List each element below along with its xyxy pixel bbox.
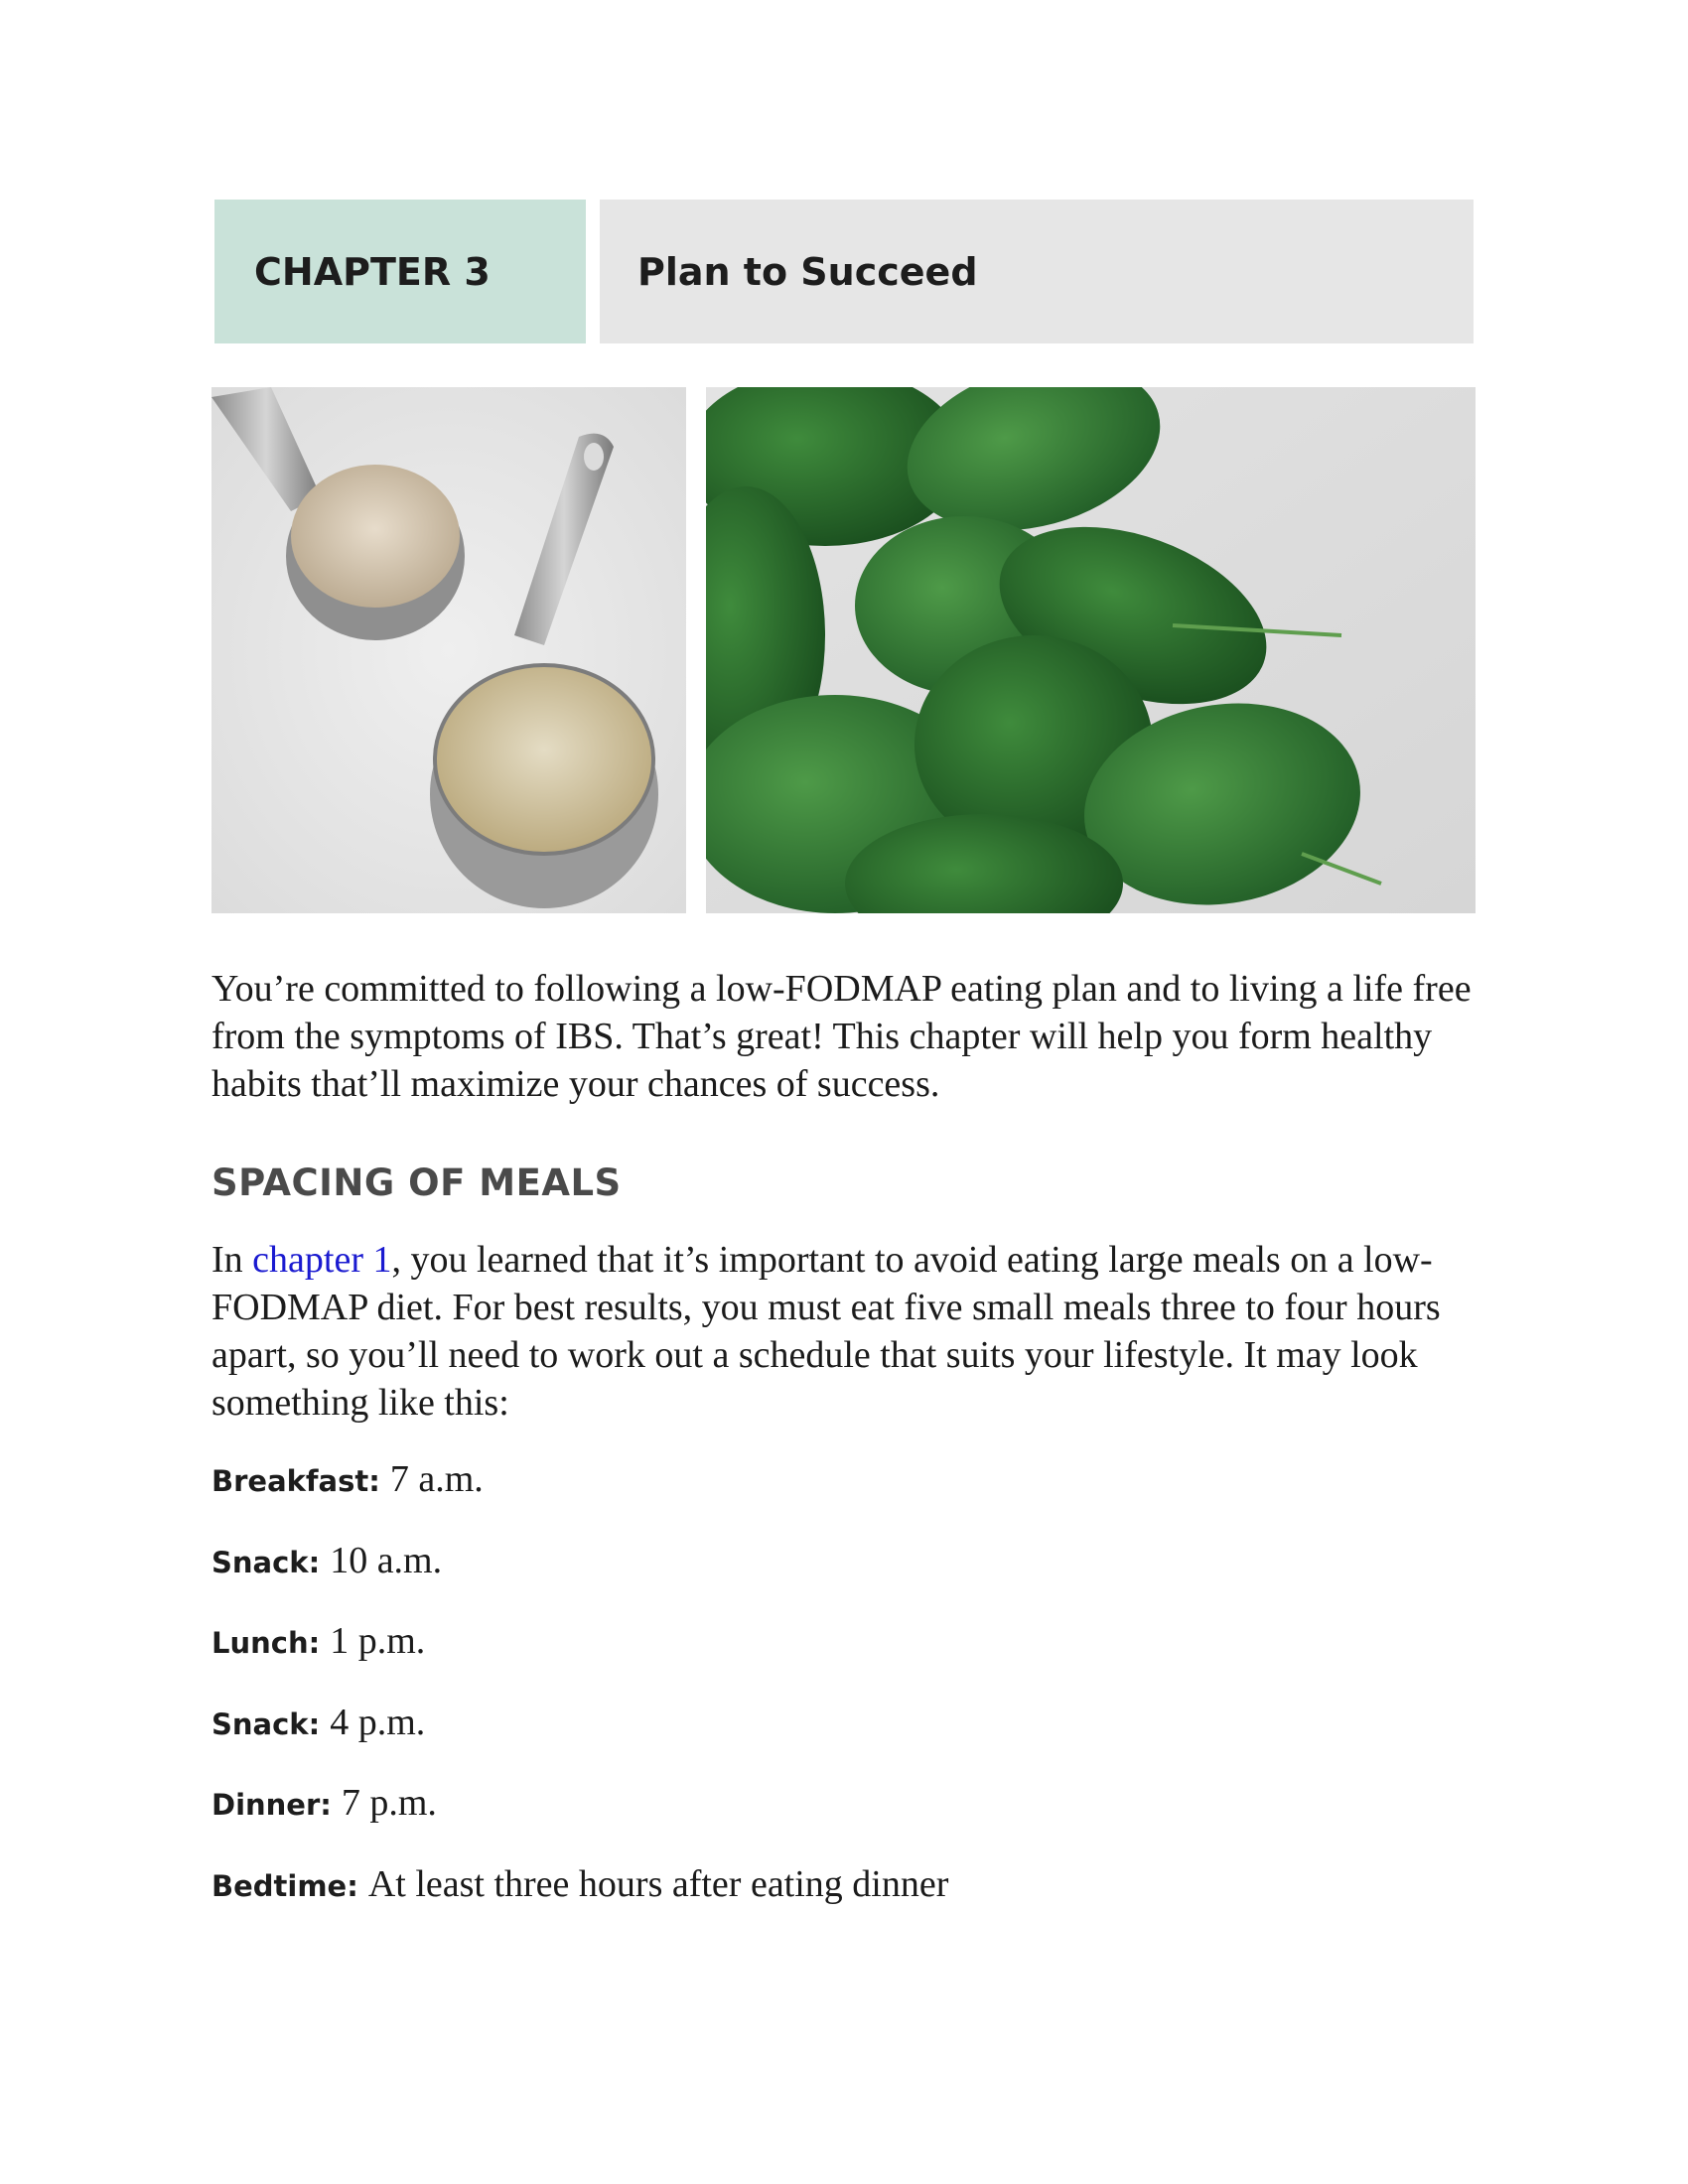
schedule-item [211,1862,948,1944]
chapter-title-box [600,200,1474,343]
spinach-photo [706,387,1476,913]
chapter-1-link[interactable]: chapter 1 [252,1239,392,1281]
schedule-item [211,1781,948,1862]
para-prefix: In [211,1239,253,1281]
schedule-label: Snack: [211,1545,321,1579]
schedule-time: 4 p.m. [330,1701,426,1743]
schedule-label: Lunch: [211,1626,321,1660]
schedule-label: Snack: [211,1706,321,1741]
chapter-title: Plan to Succeed [637,249,978,294]
schedule-time: 1 p.m. [330,1620,426,1662]
schedule-time: 7 p.m. [341,1782,437,1824]
schedule-time: 10 a.m. [330,1539,443,1581]
section-heading: SPACING OF MEALS [211,1161,622,1204]
schedule-item [211,1701,948,1782]
schedule-item [211,1619,948,1701]
schedule-item [211,1539,948,1620]
schedule-item [211,1457,948,1539]
chapter-label: CHAPTER 3 [254,249,491,294]
chapter-label-box [214,200,586,343]
schedule-time: 7 a.m. [389,1458,484,1500]
para-suffix: , you learned that it’s important to avoid eating large meals on a low-FODMAP diet. For best results, you must eat five small meals three to four hours apart, so you’ll need to work out a schedule that suits your lifestyle. It may look something like this: [211,1239,1441,1424]
body-paragraph [211,1236,1492,1427]
intro-paragraph: You’re committed to following a low-FODMAP eating plan and to living a life free from the symptoms of IBS. That’s great! This chapter will help you form healthy habits that’ll maximize your chances of success. [211,968,1472,1105]
schedule-label: Dinner: [211,1788,332,1822]
schedule-label: Bedtime: [211,1868,358,1903]
schedule-time: At least three hours after eating dinner [367,1862,949,1905]
meal-schedule [211,1457,948,1943]
measuring-cups-photo [211,387,686,913]
schedule-label: Breakfast: [211,1464,380,1498]
